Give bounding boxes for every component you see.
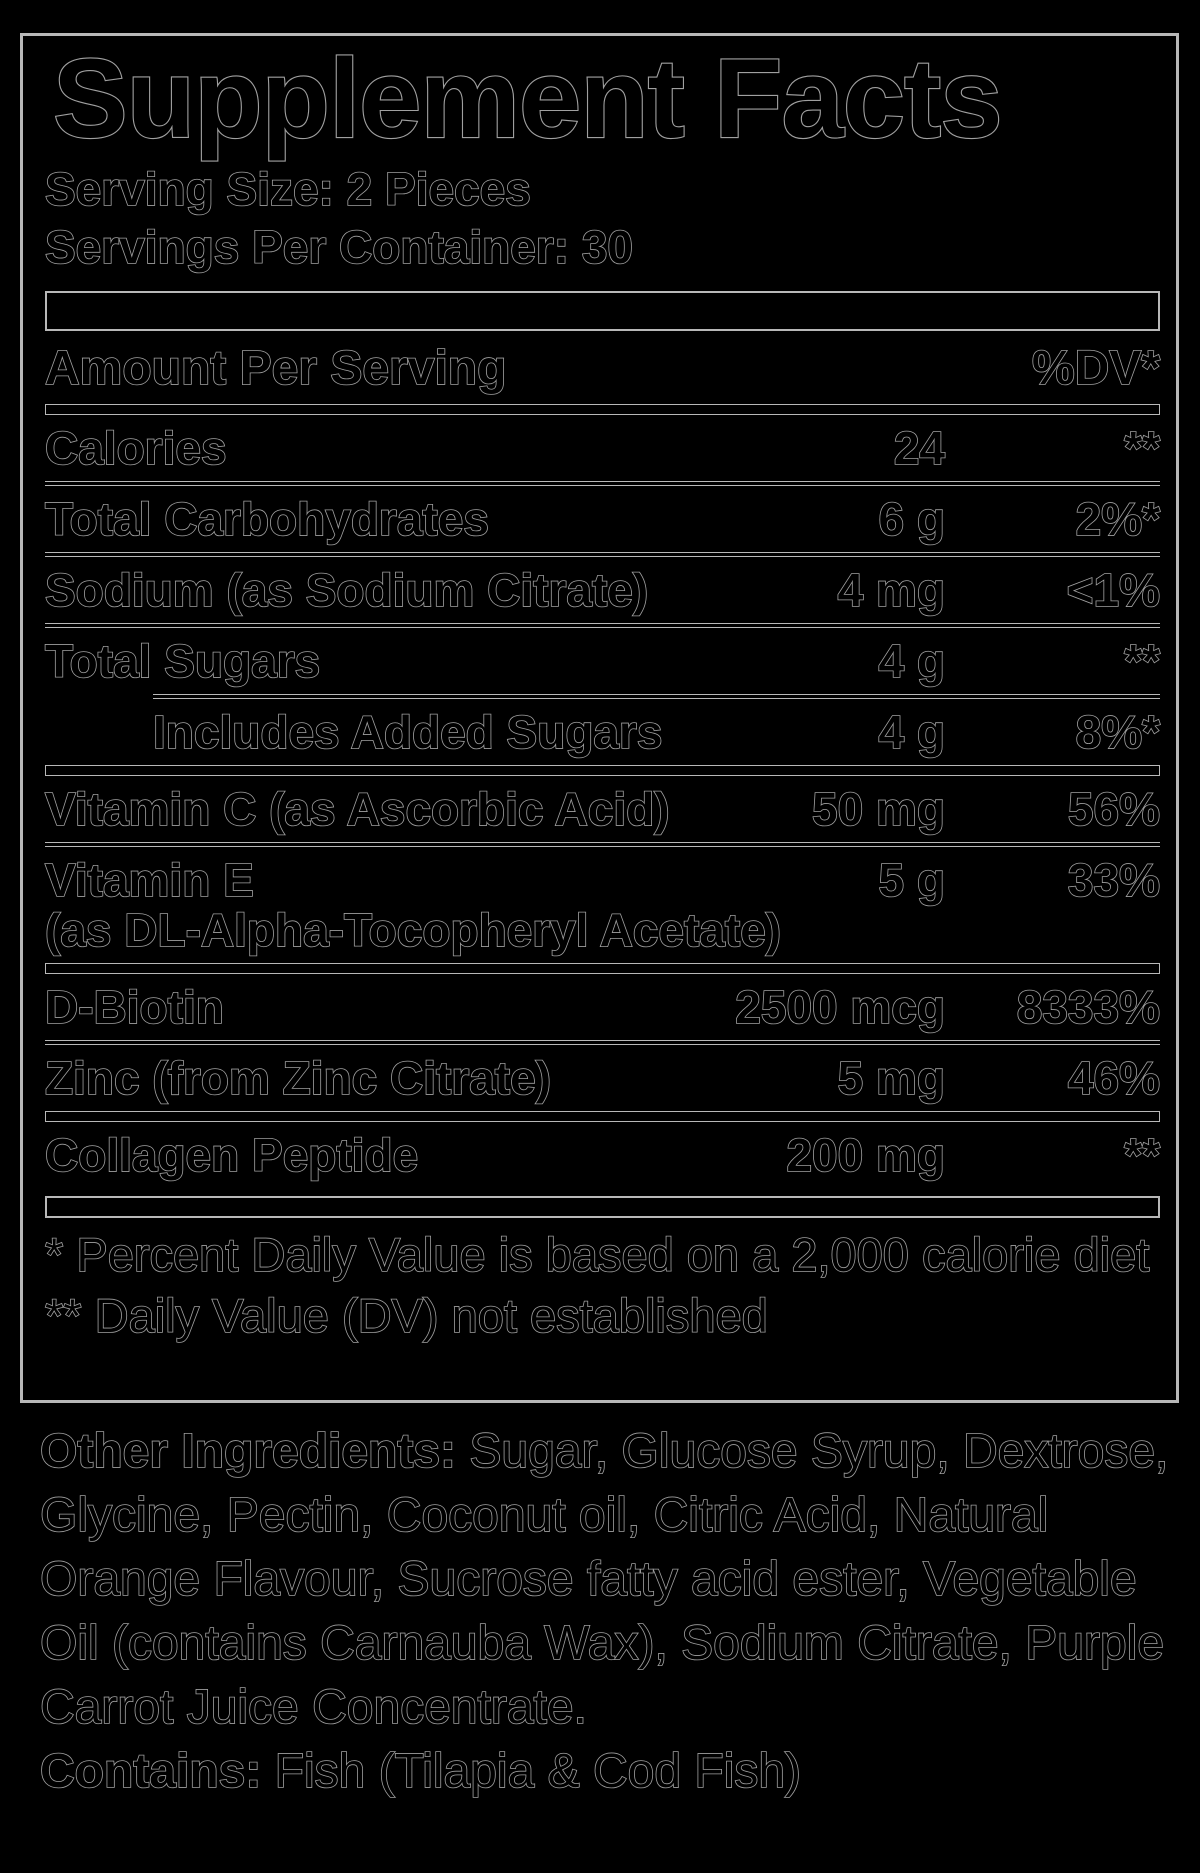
nutrient-name-subline: (as DL-Alpha-Tocopheryl Acetate)	[45, 904, 782, 956]
supplement-facts-panel	[20, 33, 1179, 1403]
nutrient-name: Calories	[45, 422, 227, 474]
nutrient-name: Sodium (as Sodium Citrate)	[45, 564, 649, 616]
separator-bar-top	[45, 291, 1160, 331]
nutrient-amount: 200 mg	[786, 1129, 945, 1181]
contains-label: Contains:	[40, 1745, 262, 1798]
serving-size: Serving Size: 2 Pieces	[45, 163, 531, 215]
other-ingredients-label: Other Ingredients:	[40, 1425, 457, 1478]
divider-thick	[45, 963, 1160, 974]
nutrient-daily-value: 2%*	[1075, 493, 1160, 545]
nutrient-daily-value: 46%	[1067, 1052, 1160, 1104]
divider-thick	[45, 1111, 1160, 1122]
nutrient-amount: 4 mg	[837, 564, 945, 616]
nutrient-name: D-Biotin	[45, 981, 224, 1033]
nutrient-daily-value: 8%*	[1075, 706, 1160, 758]
contains-list: Fish (Tilapia & Cod Fish)	[274, 1745, 802, 1798]
nutrient-daily-value: **	[1124, 422, 1160, 474]
nutrient-name: Vitamin E (as DL-Alpha-Tocopheryl Acetate)	[45, 855, 795, 955]
footnote-percent-dv: * Percent Daily Value is based on a 2,000 calorie diet	[45, 1228, 1150, 1281]
nutrient-row	[45, 486, 1160, 552]
panel-title: Supplement Facts	[53, 36, 1002, 161]
nutrient-daily-value: 33%	[1067, 854, 1160, 906]
separator-bar-bottom	[45, 1196, 1160, 1218]
nutrient-row	[45, 1122, 1160, 1188]
nutrient-row	[45, 776, 1160, 842]
nutrient-amount: 2500 mcg	[735, 981, 945, 1033]
other-ingredients-list: Sugar, Glucose Syrup, Dextrose, Glycine, Pectin, Coconut oil, Citric Acid, Natural Orange Flavour, Sucrose fatty acid ester, Vegetable Oil (contains Carnauba Wax), Sodium Citrate, Purple Carrot Juice Concentrate.	[40, 1425, 1169, 1734]
nutrient-rows	[45, 415, 1160, 1188]
servings-per-container: Servings Per Container: 30	[45, 221, 633, 273]
nutrient-daily-value: **	[1124, 1129, 1160, 1181]
footnote-dv-not-established: ** Daily Value (DV) not established	[45, 1289, 768, 1342]
nutrient-daily-value: 8333%	[1016, 981, 1160, 1033]
other-ingredients-text	[40, 1425, 1168, 1734]
nutrient-row	[45, 415, 1160, 481]
nutrient-name: Total Carbohydrates	[45, 493, 489, 545]
nutrient-row	[45, 699, 1160, 765]
divider-thick	[45, 765, 1160, 776]
nutrient-daily-value: 56%	[1067, 783, 1160, 835]
nutrient-amount: 4 g	[878, 635, 945, 687]
divider-thick	[45, 404, 1160, 415]
nutrient-name: Includes Added Sugars	[153, 706, 663, 758]
nutrient-name: Collagen Peptide	[45, 1129, 419, 1181]
nutrient-row	[45, 847, 1160, 963]
nutrient-row	[45, 557, 1160, 623]
nutrient-amount: 4 g	[878, 706, 945, 758]
nutrient-amount: 5 mg	[837, 1052, 945, 1104]
nutrient-amount: 50 mg	[812, 783, 945, 835]
nutrient-name: Total Sugars	[45, 635, 321, 687]
nutrient-name: Zinc (from Zinc Citrate)	[45, 1052, 552, 1104]
nutrient-row	[45, 1045, 1160, 1111]
nutrient-row	[45, 628, 1160, 694]
nutrient-amount: 24	[893, 422, 945, 474]
amount-per-serving-header: Amount Per Serving	[45, 342, 507, 395]
ingredients-section	[40, 1420, 1180, 1804]
nutrient-amount: 5 g	[878, 854, 945, 906]
contains-statement	[40, 1740, 1180, 1804]
nutrient-name: Vitamin C (as Ascorbic Acid)	[45, 783, 670, 835]
nutrient-daily-value: <1%	[1066, 564, 1160, 616]
nutrient-row	[45, 974, 1160, 1040]
nutrient-amount: 6 g	[878, 493, 945, 545]
nutrient-daily-value: **	[1124, 635, 1160, 687]
table-header	[45, 331, 1160, 404]
percent-dv-header: %DV*	[1031, 342, 1160, 395]
